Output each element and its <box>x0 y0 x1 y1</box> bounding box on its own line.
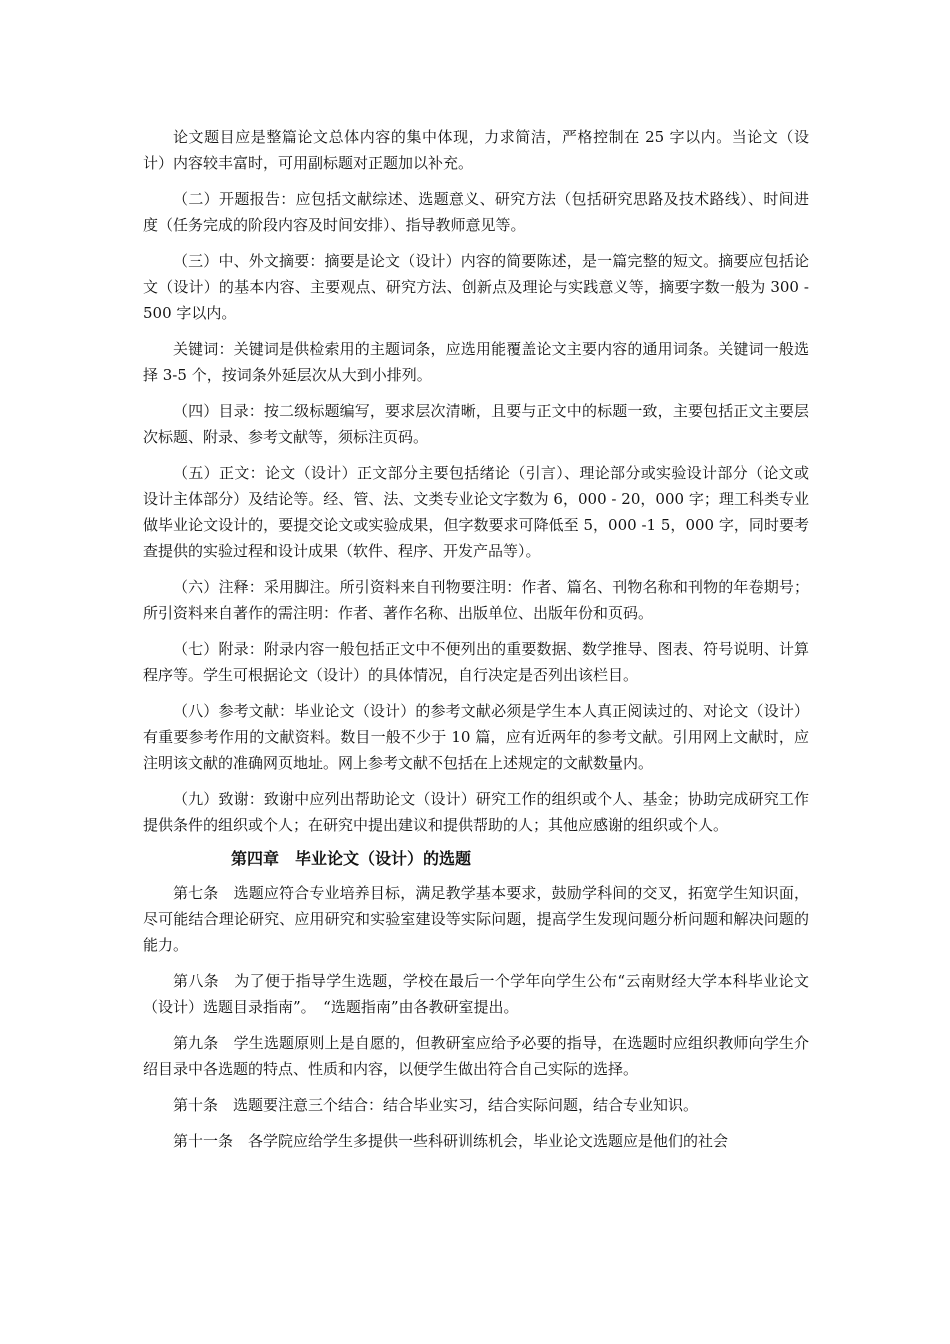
paragraph-appendix: （七）附录：附录内容一般包括正文中不便列出的重要数据、数学推导、图表、符号说明、计算程序等。学生可根据论文（设计）的具体情况，自行决定是否列出该栏目。 <box>143 640 809 684</box>
article-11: 第十一条 各学院应给学生多提供一些科研训练机会，毕业论文选题应是他们的社会 <box>173 1132 729 1150</box>
paragraph-keywords: 关键词：关键词是供检索用的主题词条，应选用能覆盖论文主要内容的通用词条。关键词一般选择 3-5 个，按词条外延层次从大到小排列。 <box>143 340 809 384</box>
paragraph-acknowledgements: （九）致谢：致谢中应列出帮助论文（设计）研究工作的组织或个人、基金；协助完成研究工作提供条件的组织或个人；在研究中提出建议和提供帮助的人；其他应感谢的组织或个人。 <box>143 790 809 834</box>
article-9: 第九条 学生选题原则上是自愿的，但教研室应给予必要的指导，在选题时应组织教师向学生介绍目录中各选题的特点、性质和内容，以便学生做出符合自己实际的选择。 <box>143 1034 809 1078</box>
document-page <box>143 124 809 1164</box>
paragraph-references: （八）参考文献：毕业论文（设计）的参考文献必须是学生本人真正阅读过的、对论文（设计）有重要参考作用的文献资料。数目一般不少于 10 篇，应有近两年的参考文献。引用网上文献时，应注明该文献的准确网页地址。网上参考文献不包括在上述规定的文献数量内。 <box>143 702 809 772</box>
chapter-heading: 第四章 毕业论文（设计）的选题 <box>231 849 472 868</box>
paragraph-notes: （六）注释：采用脚注。所引资料来自刊物要注明：作者、篇名、刊物名称和刊物的年卷期号；所引资料来自著作的需注明：作者、著作名称、出版单位、出版年份和页码。 <box>143 578 809 622</box>
article-7: 第七条 选题应符合专业培养目标，满足教学基本要求，鼓励学科间的交叉，拓宽学生知识面，尽可能结合理论研究、应用研究和实验室建设等实际问题，提高学生发现问题分析问题和解决问题的能力。 <box>143 884 809 954</box>
paragraph-abstract: （三）中、外文摘要：摘要是论文（设计）内容的简要陈述，是一篇完整的短文。摘要应包括论文（设计）的基本内容、主要观点、研究方法、创新点及理论与实践意义等，摘要字数一般为 300 - 500 字以内。 <box>143 252 809 322</box>
paragraph-main-text: （五）正文：论文（设计）正文部分主要包括绪论（引言）、理论部分或实验设计部分（论文或设计主体部分）及结论等。经、管、法、文类专业论文字数为 6，000 - 20，000 字；理工科类专业做毕业论文设计的，要提交论文或实验成果，但字数要求可降低至 5，000 -1 5，000 字，同时要考查提供的实验过程和设计成果（软件、程序、开发产品等）。 <box>143 464 809 560</box>
paragraph-proposal-report: （二）开题报告：应包括文献综述、选题意义、研究方法（包括研究思路及技术路线）、时间进度（任务完成的阶段内容及时间安排）、指导教师意见等。 <box>143 190 809 234</box>
paragraph-title-requirement: 论文题目应是整篇论文总体内容的集中体现，力求简洁，严格控制在 25 字以内。当论文（设计）内容较丰富时，可用副标题对正题加以补充。 <box>143 128 809 172</box>
paragraph-table-of-contents: （四）目录：按二级标题编写，要求层次清晰，且要与正文中的标题一致，主要包括正文主要层次标题、附录、参考文献等，须标注页码。 <box>143 402 809 446</box>
article-8: 第八条 为了便于指导学生选题，学校在最后一个学年向学生公布“云南财经大学本科毕业论文（设计）选题目录指南”。 “选题指南”由各教研室提出。 <box>143 972 809 1016</box>
article-10: 第十条 选题要注意三个结合：结合毕业实习，结合实际问题，结合专业知识。 <box>173 1096 699 1114</box>
